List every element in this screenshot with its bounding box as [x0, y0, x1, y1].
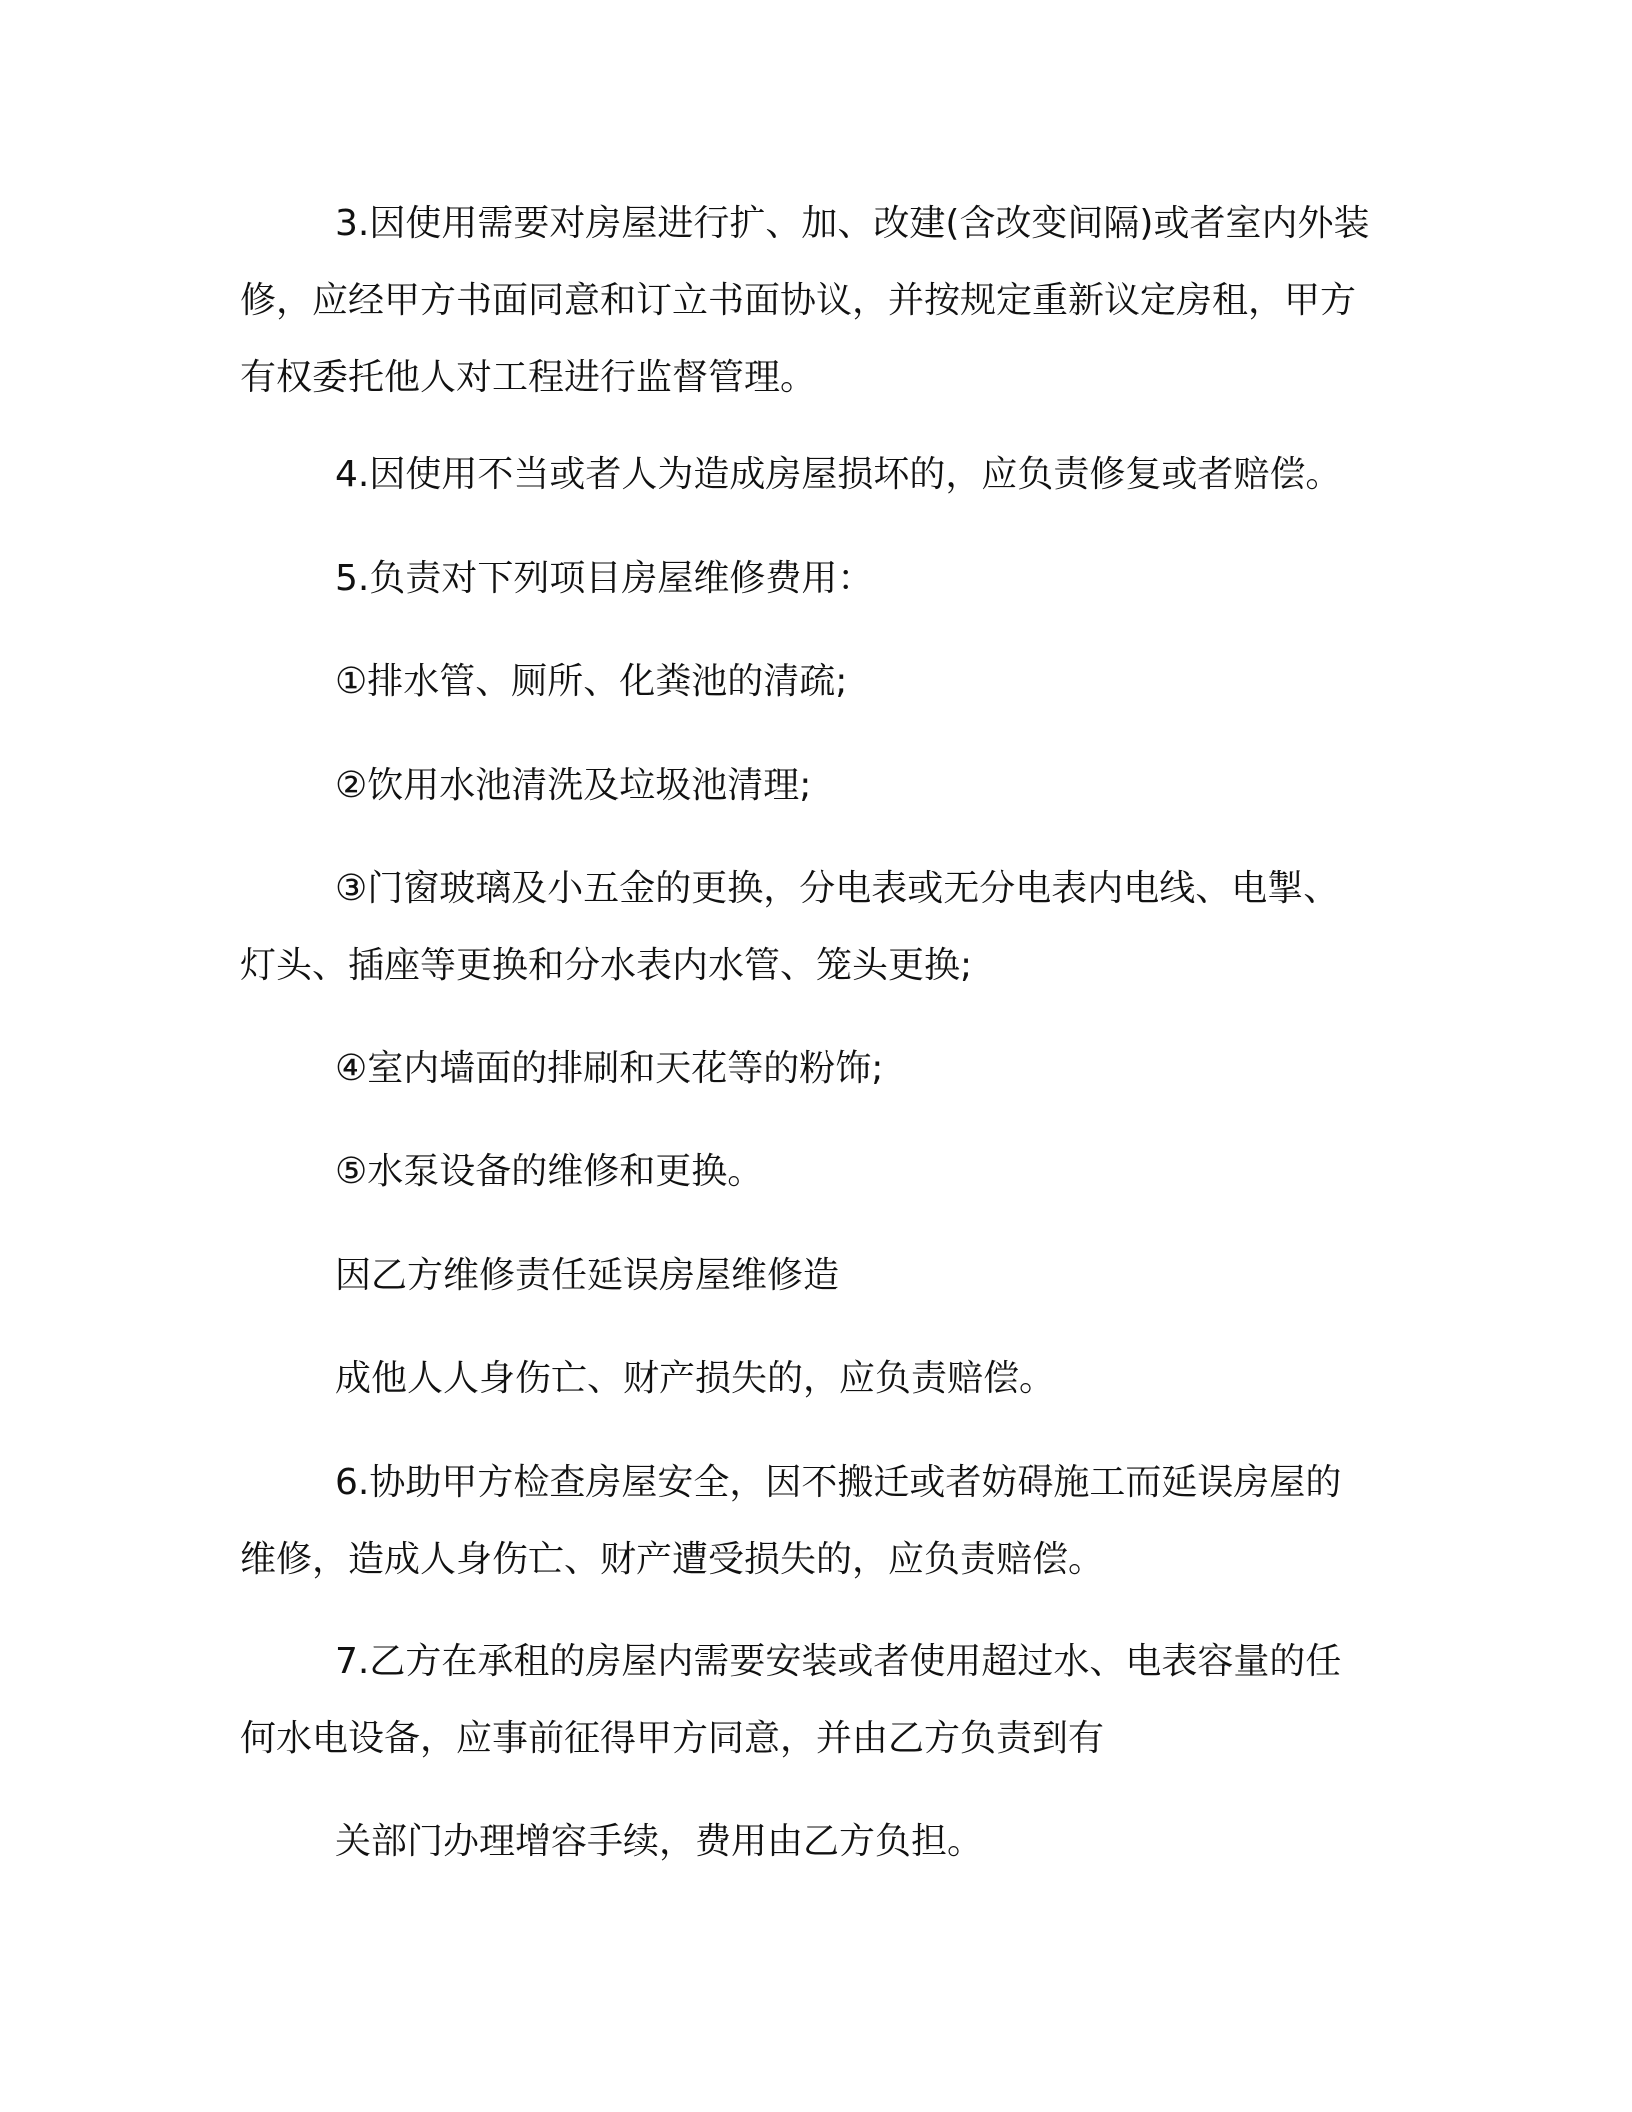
paragraph-item-6: 6.协助甲方检查房屋安全，因不搬迁或者妨碍施工而延误房屋的维修，造成人身伤亡、财产遭受损失的，应负责赔偿。 [240, 1462, 1342, 1580]
paragraph-subitem-1: ①排水管、厕所、化粪池的清疏; [335, 661, 848, 702]
paragraph-item-7-continued: 关部门办理增容手续，费用由乙方负担。 [335, 1821, 984, 1862]
paragraph-item-7: 7.乙方在承租的房屋内需要安装或者使用超过水、电表容量的任何水电设备，应事前征得甲方同意，并由乙方负责到有 [240, 1641, 1342, 1759]
paragraph-delay-line-1: 因乙方维修责任延误房屋维修造 [335, 1255, 840, 1296]
paragraph-subitem-3: ③门窗玻璃及小五金的更换，分电表或无分电表内电线、电掣、灯头、插座等更换和分水表内水管、笼头更换; [240, 868, 1340, 986]
paragraph-subitem-5: ⑤水泵设备的维修和更换。 [335, 1151, 764, 1192]
paragraph-delay-line-2: 成他人人身伤亡、财产损失的，应负责赔偿。 [335, 1358, 1056, 1399]
paragraph-subitem-2: ②饮用水池清洗及垃圾池清理; [335, 765, 812, 806]
paragraph-subitem-4: ④室内墙面的排刷和天花等的粉饰; [335, 1048, 884, 1089]
paragraph-item-5: 5.负责对下列项目房屋维修费用： [335, 558, 874, 599]
paragraph-item-3: 3.因使用需要对房屋进行扩、加、改建(含改变间隔)或者室内外装修，应经甲方书面同意和订立书面协议，并按规定重新议定房租，甲方有权委托他人对工程进行监督管理。 [240, 203, 1370, 398]
paragraph-item-4: 4.因使用不当或者人为造成房屋损坏的，应负责修复或者赔偿。 [335, 454, 1342, 495]
